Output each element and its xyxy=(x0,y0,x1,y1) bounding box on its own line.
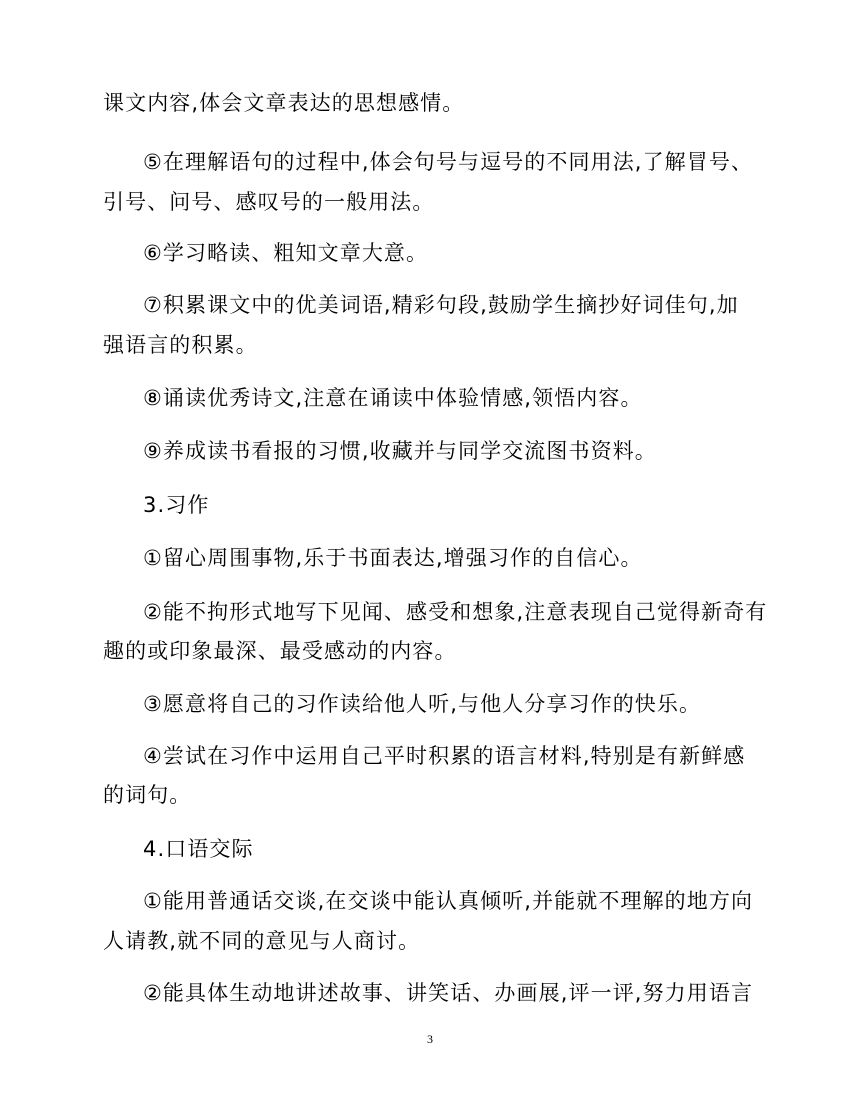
section-heading: 3.习作 xyxy=(143,493,210,517)
paragraph-line: ⑦积累课文中的优美词语,精彩句段,鼓励学生摘抄好词佳句,加 xyxy=(143,293,739,317)
paragraph-line: ①留心周围事物,乐于书面表达,增强习作的自信心。 xyxy=(143,546,643,570)
section-heading: 4.口语交际 xyxy=(143,837,254,861)
paragraph-line: ①能用普通话交谈,在交谈中能认真倾听,并能就不理解的地方向 xyxy=(143,889,754,913)
paragraph-line: ②能具体生动地讲述故事、讲笑话、办画展,评一评,努力用语言 xyxy=(143,981,754,1005)
paragraph-line: 引号、问号、感叹号的一般用法。 xyxy=(103,190,435,214)
page-number: 3 xyxy=(427,1032,433,1046)
paragraph-line: ⑥学习略读、粗知文章大意。 xyxy=(143,241,429,265)
paragraph-line: 趣的或印象最深、最受感动的内容。 xyxy=(103,639,457,663)
paragraph-line: 人请教,就不同的意见与人商讨。 xyxy=(103,929,421,953)
paragraph-line: ③愿意将自己的习作读给他人听,与他人分享习作的快乐。 xyxy=(143,692,702,716)
paragraph-line: ④尝试在习作中运用自己平时积累的语言材料,特别是有新鲜感 xyxy=(143,744,746,768)
paragraph-line: 的词句。 xyxy=(103,783,192,807)
paragraph-line: ⑤在理解语句的过程中,体会句号与逗号的不同用法,了解冒号、 xyxy=(143,150,754,174)
paragraph-line: ⑨养成读书看报的习惯,收藏并与同学交流图书资料。 xyxy=(143,439,657,463)
paragraph-line: ⑧诵读优秀诗文,注意在诵读中体验情感,领悟内容。 xyxy=(143,386,643,410)
paragraph-line: 强语言的积累。 xyxy=(103,333,258,357)
paragraph-line: ②能不拘形式地写下见闻、感受和想象,注意表现自己觉得新奇有 xyxy=(143,600,768,624)
paragraph-line: 课文内容,体会文章表达的思想感情。 xyxy=(103,91,465,115)
